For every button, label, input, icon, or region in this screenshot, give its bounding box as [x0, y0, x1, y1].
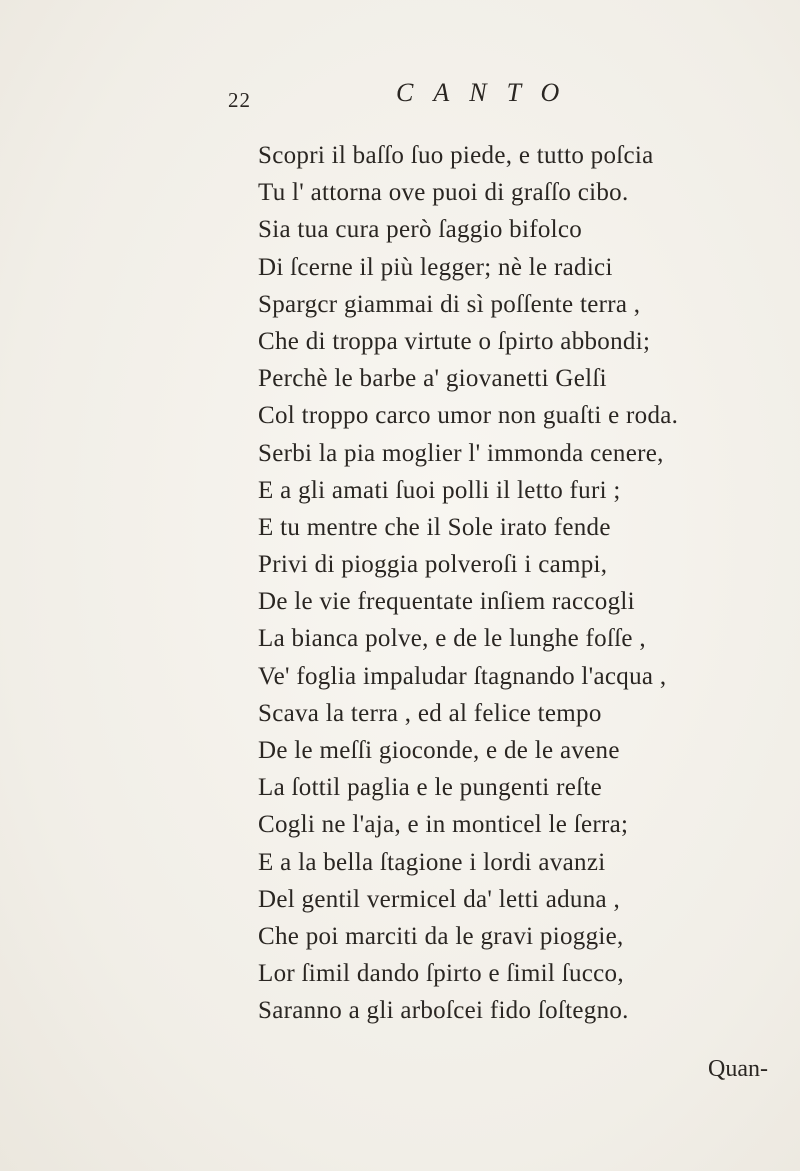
verse-line: Saranno a gli arboſcei fido ſoſtegno.: [258, 997, 629, 1025]
verse-line: Tu l' attorna ove puoi di graſſo cibo.: [258, 179, 629, 207]
verse-line: Lor ſimil dando ſpirto e ſimil ſucco,: [258, 960, 624, 988]
page-number: 22: [228, 88, 251, 112]
page-header: [0, 78, 800, 118]
verse-line: Scava la terra , ed al felice tempo: [258, 699, 602, 727]
poem-text: [258, 137, 678, 1030]
verse-line: Spargcr giammai di sì poſſente terra ,: [258, 290, 641, 318]
verse-line: De le vie frequentate inſiem raccogli: [258, 588, 635, 616]
verse-line: Che di troppa virtute o ſpirto abbondi;: [258, 327, 651, 355]
verse-line: E a gli amati ſuoi polli il letto furi ;: [258, 476, 621, 504]
verse-line: E a la bella ſtagione i lordi avanzi: [258, 848, 606, 876]
verse-line: La ſottil paglia e le pungenti reſte: [258, 774, 603, 802]
verse-line: Perchè le barbe a' giovanetti Gelſi: [258, 365, 607, 393]
verse-line: E tu mentre che il Sole irato fende: [258, 513, 611, 541]
running-head: CANTO: [396, 78, 580, 107]
verse-line: Ve' foglia impaludar ſtagnando l'acqua ,: [258, 662, 667, 690]
verse-line: La bianca polve, e de le lunghe foſſe ,: [258, 625, 646, 653]
verse-line: Col troppo carco umor non guaſti e roda.: [258, 402, 679, 430]
verse-line: Scopri il baſſo ſuo piede, e tutto poſcia: [258, 142, 654, 169]
verse-line: Del gentil vermicel da' letti aduna ,: [258, 885, 621, 913]
verse-line: Di ſcerne il più legger; nè le radici: [258, 253, 613, 281]
verse-line: Sia tua cura però ſaggio bifolco: [258, 216, 583, 244]
verse-line: Privi di pioggia polveroſi i campi,: [258, 551, 608, 579]
verse-line: De le meſſi gioconde, e de le avene: [258, 737, 620, 764]
verse-line: Serbi la pia moglier l' immonda cenere,: [258, 439, 664, 467]
catchword: Quan-: [708, 1056, 768, 1082]
verse-line: Che poi marciti da le gravi pioggie,: [258, 922, 624, 950]
verse-line: Cogli ne l'aja, e in monticel le ſerra;: [258, 811, 629, 839]
